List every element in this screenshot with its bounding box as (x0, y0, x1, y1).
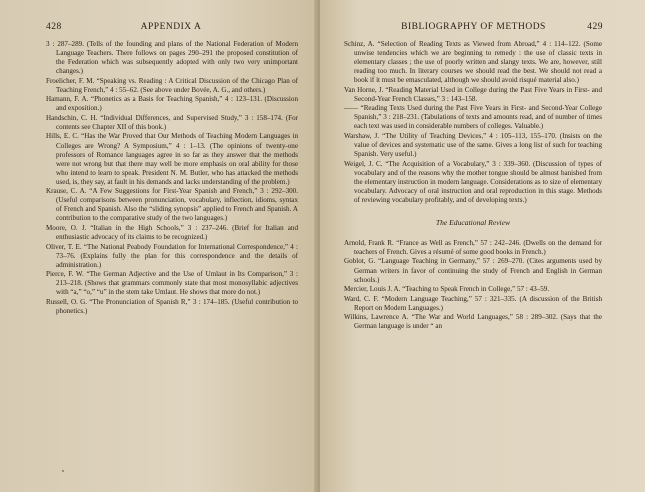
paper-speck (62, 470, 64, 472)
bibliography-entry: Wilkins, Lawrence A. “The War and World Languages,” 58 : 289–302. (Says that the German language is under “ an (344, 313, 602, 331)
bibliography-entry: Weigel, J. C. “The Acquisition of a Vocabulary,” 3 : 339–360. (Discussion of types of vocabulary and of the reasons why the mother tongue should be almost banished from the elementary instruction in modern language. Considerations as to size of elementary vocabulary. Advocacy of oral instruction and oral reproduction in this stage. Methods of reviewing vocabulary profitably, and of developing texts.) (344, 159, 602, 204)
bibliography-entry: Moore, O. J. “Italian in the High Schools,” 3 : 237–246. (Brief for Italian and enthusiastic advocacy of its claims to be recognized.) (46, 223, 298, 241)
bibliography-entry: Pierce, F. W. “The German Adjective and the Use of Umlaut in Its Comparison,” 3 : 213–218. (Shows that grammars commonly state that most monosyllabic adjectives with “a,” “o,” “u” in the stem take Umlaut. He shows that more do not.) (46, 270, 298, 297)
bibliography-entry: Hills, E. C. “Has the War Proved that Our Methods of Teaching Modern Languages in Colleges are Wrong? A Symposium,” 4 : 1–13. (The opinions of twenty-one professors of Romance languages agree in so far as they answer that the methods were not wrong but that there may well be more emphasis on oral ability for those who intend to learn to speak. President N. M. Butler, who has attacked the methods used, is, they say, at fault in his demands and lacks understanding of the problem.) (46, 132, 298, 186)
bibliography-entry: Handschin, C. H. “Individual Differences, and Supervised Study,” 3 : 158–174. (For contents see Chapter XII of this book.) (46, 113, 298, 131)
section-title: The Educational Review (435, 217, 511, 227)
bibliography-entry: Oliver, T. E. “The National Peabody Foundation for International Correspondence,” 4 : 73–76. (Explains fully the plan for this correspondence and the details of administration.) (46, 242, 298, 269)
bibliography-entry: —— “Reading Texts Used during the Past Five Years in First- and Second-Year College Spanish,” 3 : 218–231. (Tabulations of texts and amounts read, and of number of times each text was used in considerable numbers of colleges. Valuable.) (344, 104, 602, 131)
bibliography-entry: Mercier, Louis J. A. “Teaching to Speak French in College,” 57 : 43–59. (344, 285, 550, 294)
bibliography-entry: Russell, O. G. “The Pronunciation of Spanish R,” 3 : 174–185. (Useful contribution to phonetics.) (46, 297, 298, 315)
right-page (320, 0, 645, 492)
bibliography-entry: 3 : 287–289. (Tells of the founding and plans of the National Federation of Modern Language Teachers. There follows on pages 290–291 the proposed constitution of the Federation which was subsequently adopted with only two very unimportant changes.) (46, 40, 298, 76)
bibliography-entry: Schinz, A. “Selection of Reading Texts as Viewed from Abroad,” 4 : 114–122. (Some unwise tendencies which we are beginning to remedy : the use of classic texts in elementary classes ; the use of poorly written and slangy texts. We are, however, still reading too much. In literary courses we should read the best. We should not read a book if it must be emasculated, although we should avoid risqué material also.) (344, 40, 602, 85)
bibliography-entry: Goblot, G. “Language Teaching in Germany,” 57 : 269–270. (Cites arguments used by German writers in favor of continuing the study of French and English in German schools.) (344, 257, 602, 284)
bibliography-entry: Van Horne, J. “Reading Material Used in College during the Past Five Years in First- and Second-Year French Classes,” 3 : 143–158. (344, 85, 602, 103)
bibliography-entry: Krause, C. A. “A Few Suggestions for First-Year Spanish and French,” 3 : 292–300. (Useful comparisons between pronunciation, vocabulary, inflection, idioms, syntax of French and Spanish. Also the “sliding synopsis” applied to French and Spanish. A contribution to the comparative study of the two languages.) (46, 187, 298, 223)
bibliography-entry: Hamann, F. A. “Phonetics as a Basis for Teaching Spanish,” 4 : 123–131. (Discussion and exposition.) (46, 95, 298, 113)
right-page-body (344, 40, 602, 332)
left-page-body (46, 40, 298, 316)
page-number: 429 (587, 22, 603, 32)
running-head: BIBLIOGRAPHY OF METHODS (401, 22, 546, 32)
page-number: 428 (46, 22, 62, 32)
bibliography-entry: Arnold, Frank R. “France as Well as French,” 57 : 242–246. (Dwells on the demand for teachers of French. Gives a résumé of some good books in French.) (344, 238, 602, 256)
bibliography-entry: Warshaw, J. “The Utility of Teaching Devices,” 4 : 105–113, 155–170. (Insists on the value of devices and systematic use of the same. Gives a long list of such for teaching Spanish. Very useful.) (344, 131, 602, 159)
running-head: APPENDIX A (140, 22, 202, 32)
bibliography-entry: Froelicher, F. M. “Speaking vs. Reading : A Critical Discussion of the Chicago Plan of Teaching French,” 4 : 55–62. (See above under Bovée, A. G., and others.) (46, 76, 298, 94)
bibliography-entry: Ward, C. F. “Modern Language Teaching,” 57 : 321–335. (A discussion of the British Report on Modern Languages.) (344, 294, 602, 312)
left-page (0, 0, 318, 492)
